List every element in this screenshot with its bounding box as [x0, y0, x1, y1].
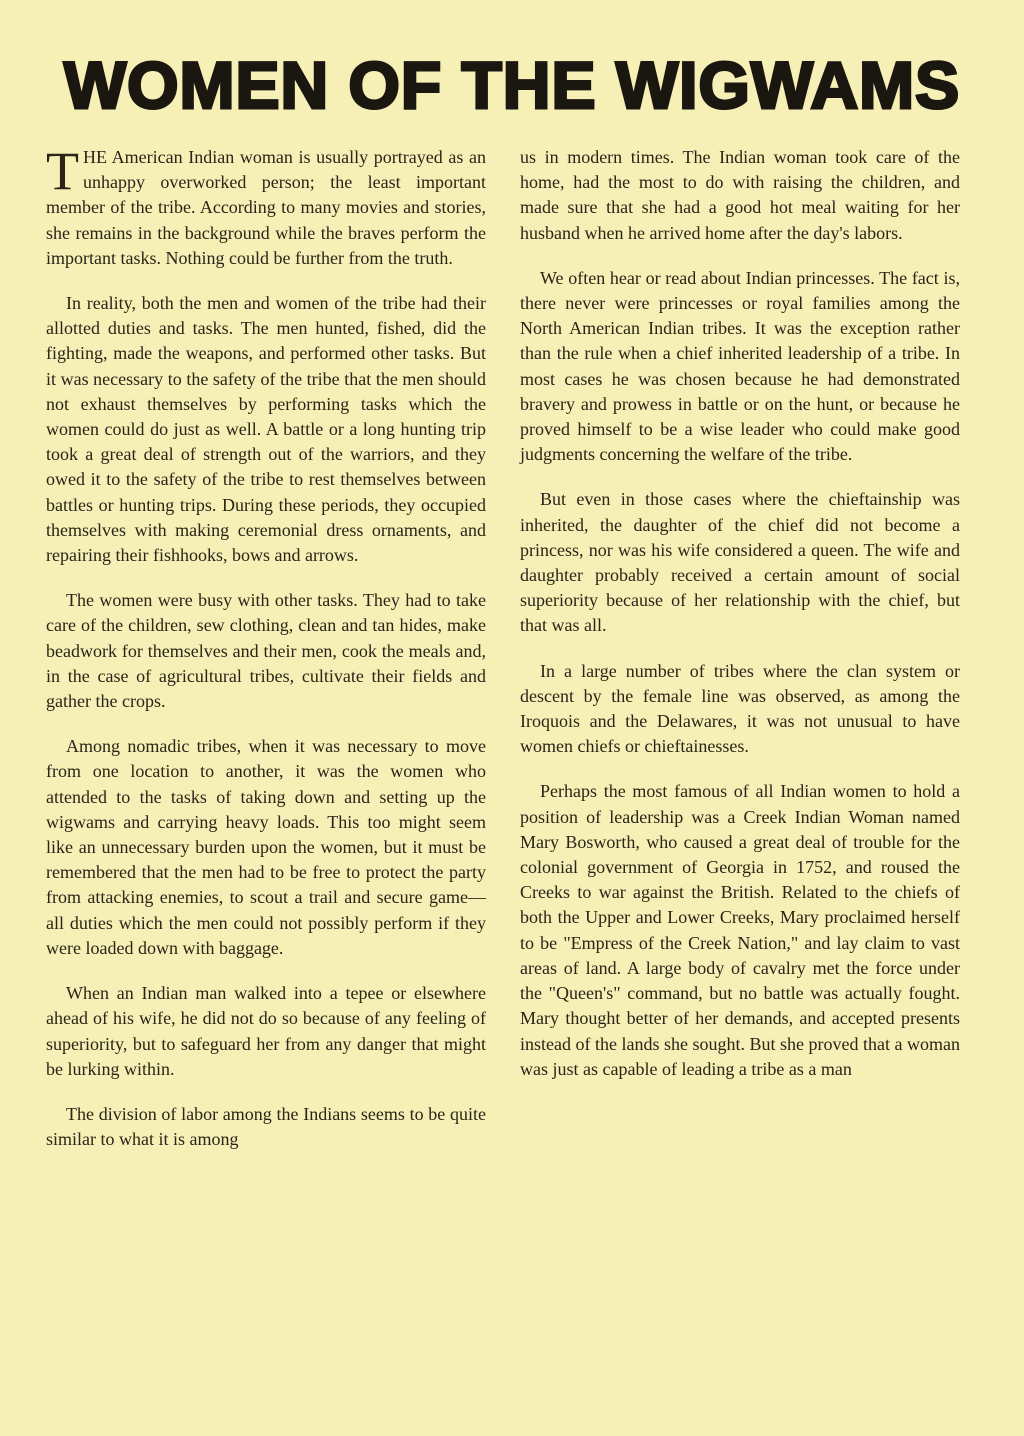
paragraph: When an Indian man walked into a tepee or elsewhere ahead of his wife, he did not do so because of any feeling of superiority, but to safeguard her from any danger that might be lurking within. — [46, 983, 486, 1079]
paragraph: Among nomadic tribes, when it was necessary to move from one location to another, it was the women who attended to the tasks of taking down and setting up the wigwams and carrying heavy loads. This too might seem like an unnecessary burden upon the women, but it must be remembered that the men had to be free to protect the party from attacking enemies, to scout a trail and secure game—all duties which the men could not possibly perform if they were loaded down with baggage. — [46, 736, 486, 958]
paragraph: We often hear or read about Indian princesses. The fact is, there never were princesses or royal families among the North American Indian tribes. It was the exception rather than the rule when a chief inherited leadership of a tribe. In most cases he was chosen because he had demonstrated bravery and prowess in battle or on the hunt, or because he proved himself to be a wise leader who could make good judgments concerning the welfare of the tribe. — [520, 267, 960, 465]
paragraph: Perhaps the most famous of all Indian women to hold a position of leadership was a Creek Indian Woman named Mary Bosworth, who caused a great deal of trouble for the colonial government of Georgia in 1752, and roused the Creeks to war against the British. Related to the chiefs of both the Upper and Lower Creeks, Mary proclaimed herself to be "Empress of the Creek Nation," and lay claim to vast areas of land. A large body of cavalry met the force under the "Queen's" command, but no battle was actually fought. Mary thought better of her demands, and accepted presents instead of the lands she sought. But she proved that a woman was just as capable of leading a tribe as a man — [520, 781, 960, 1079]
paragraph: us in modern times. The Indian woman took care of the home, had the most to do with raising the children, and made sure that she had a good hot meal waiting for her husband when he arrived home after the day's labors. — [520, 147, 960, 243]
paragraph: The division of labor among the Indians seems to be quite similar to what it is among — [46, 1103, 486, 1150]
paragraph: But even in those cases where the chieftainship was inherited, the daughter of the chief did not become a princess, nor was his wife considered a queen. The wife and daughter probably received a certain amount of social superiority because of her relationship with the chief, but that was all. — [520, 489, 960, 636]
article-title: WOMEN OF THE WIGWAMS — [63, 48, 961, 122]
drop-cap: T — [46, 141, 79, 201]
paragraph — [46, 141, 486, 271]
paragraph: In a large number of tribes where the clan system or descent by the female line was observed, as among the Iroquois and the Delawares, it was not unusual to have women chiefs or chieftainesses. — [520, 660, 960, 757]
left-column — [46, 141, 486, 1172]
paragraph: In reality, both the men and women of the tribe had their allotted duties and tasks. The men hunted, fished, did the fighting, made the weapons, and performed other tasks. But it was necessary to the safety of the tribe that the men should not exhaust themselves by performing tasks which the women could do just as well. A battle or a long hunting trip took a great deal of strength out of the warriors, and they owed it to the safety of the tribe to rest themselves between battles or hunting trips. During these periods, they occupied themselves with making ceremonial dress ornaments, and repairing their fishhooks, bows and arrows. — [46, 293, 486, 566]
right-column — [520, 145, 960, 1102]
paragraph: The women were busy with other tasks. They had to take care of the children, sew clothing, clean and tan hides, make beadwork for themselves and their men, cook the meals and, in the case of agricultural tribes, cultivate their fields and gather the crops. — [46, 590, 486, 712]
paragraph-text: HE American Indian woman is usually portrayed as an unhappy overworked person; the least important member of the tribe. According to many movies and stories, she remains in the background while the braves perform the important tasks. Nothing could be further from the truth. — [46, 147, 486, 268]
